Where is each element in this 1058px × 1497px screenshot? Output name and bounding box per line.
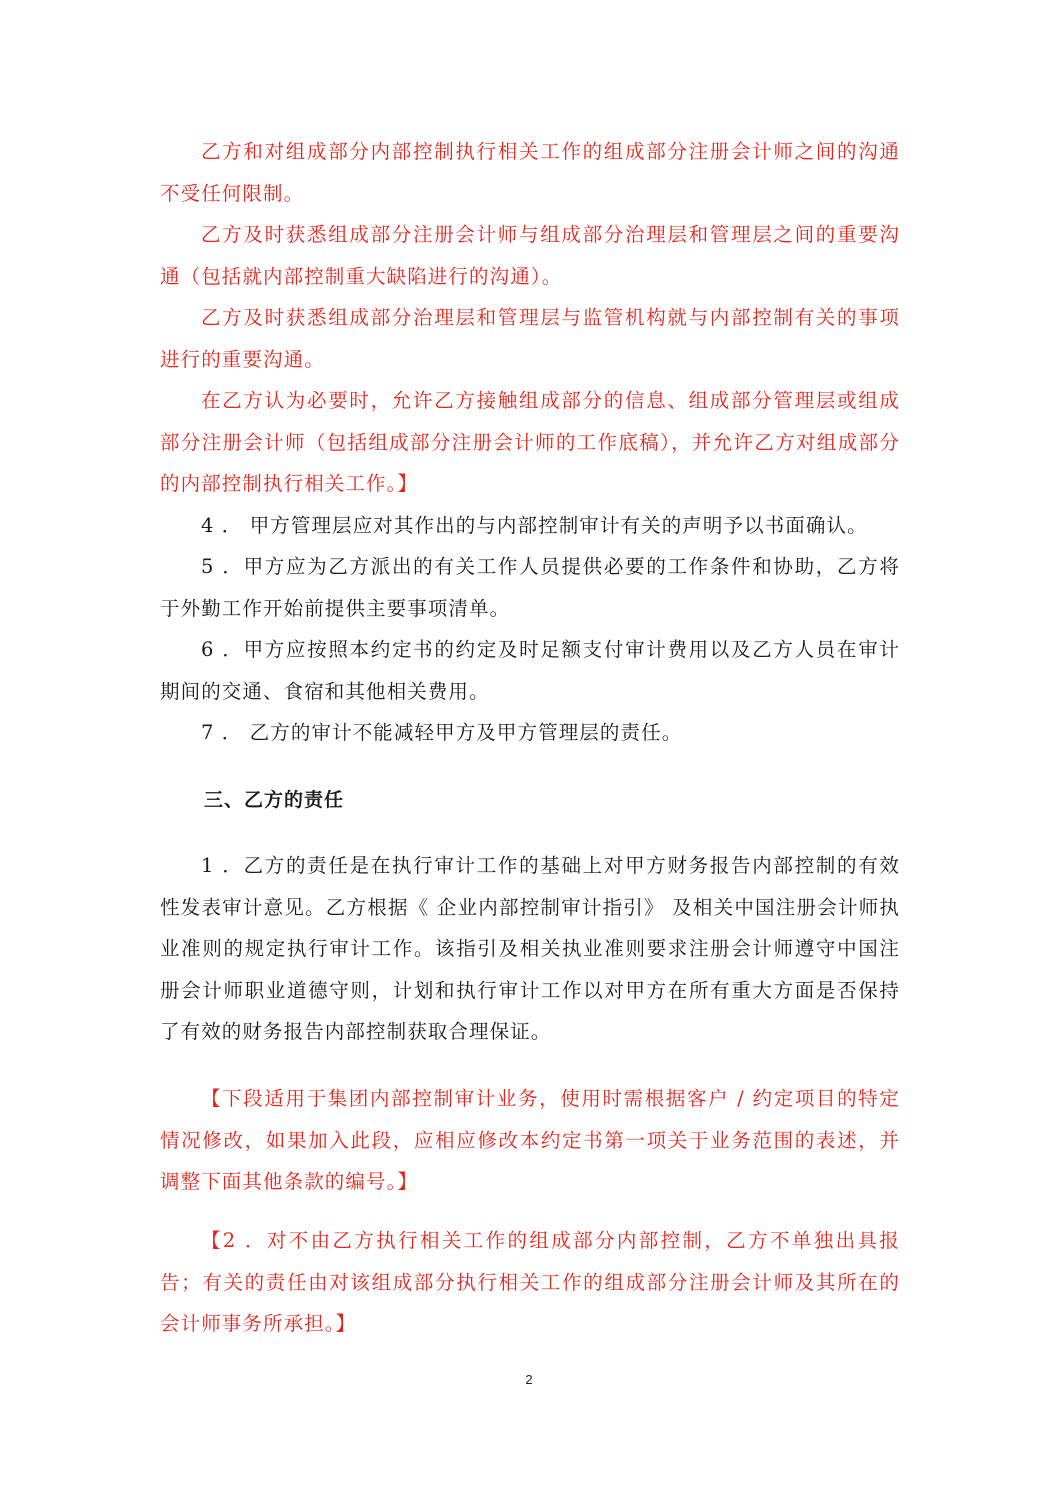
paragraph-red: 乙方和对组成部分内部控制执行相关工作的组成部分注册会计师之间的沟通不受任何限制。 — [160, 140, 900, 205]
paragraph-access-permission — [160, 380, 900, 505]
paragraph-red: 在乙方认为必要时，允许乙方接触组成部分的信息、组成部分管理层或组成部分注册会计师（包括组成部分注册会计师的工作底稿），并允许乙方对组成部分的内部控制执行相关工作。】 — [160, 389, 900, 495]
list-item: 6 ．甲方应按照本约定书的约定及时足额支付审计费用以及乙方人员在审计期间的交通、食宿和其他相关费用。 — [160, 638, 900, 703]
paragraph-regulator-communication — [160, 297, 900, 380]
numbered-item-7 — [160, 712, 900, 754]
list-item: 4 ． 甲方管理层应对其作出的与内部控制审计有关的声明予以书面确认。 — [201, 514, 868, 537]
paragraph-component-communication — [160, 131, 900, 214]
numbered-item-6 — [160, 629, 900, 712]
list-item: 5 ．甲方应为乙方派出的有关工作人员提供必要的工作条件和协助，乙方将于外勤工作开始前提供主要事项清单。 — [160, 555, 900, 620]
note-paragraph-block — [160, 1078, 900, 1203]
section-paragraph: 1 ．乙方的责任是在执行审计工作的基础上对甲方财务报告内部控制的有效性发表审计意见。乙方根据《 企业内部控制审计指引》 及相关中国注册会计师执业准则的规定执行审计工作。该指引及相关执业准则要求注册会计师遵守中国注册会计师职业道德守则，计划和执行审计工作以对甲方在所有重大方面是否保持了有效的财务报告内部控制获取合理保证。 — [160, 854, 900, 1043]
section-heading: 三、乙方的责任 — [204, 789, 345, 811]
page-number: 2 — [525, 1372, 533, 1387]
list-item: 7 ． 乙方的审计不能减轻甲方及甲方管理层的责任。 — [201, 721, 683, 744]
section-paragraph-block — [160, 845, 900, 1053]
bracket-paragraph: 【2 ．对不由乙方执行相关工作的组成部分内部控制，乙方不单独出具报告；有关的责任由对该组成部分执行相关工作的组成部分注册会计师及其所在的会计师事务所承担。】 — [160, 1229, 900, 1335]
section-heading-block — [160, 780, 900, 820]
paragraph-red: 乙方及时获悉组成部分治理层和管理层与监管机构就与内部控制有关的事项进行的重要沟通。 — [160, 306, 900, 371]
numbered-item-4 — [160, 505, 900, 547]
note-paragraph: 【下段适用于集团内部控制审计业务，使用时需根据客户 / 约定项目的特定情况修改，如果加入此段，应相应修改本约定书第一项关于业务范围的表述，并调整下面其他条款的编号。】 — [160, 1087, 900, 1193]
paragraph-red: 乙方及时获悉组成部分注册会计师与组成部分治理层和管理层之间的重要沟通（包括就内部控制重大缺陷进行的沟通）。 — [160, 223, 900, 288]
bracket-paragraph-block — [160, 1220, 900, 1345]
numbered-item-5 — [160, 546, 900, 629]
paragraph-component-governance — [160, 214, 900, 297]
